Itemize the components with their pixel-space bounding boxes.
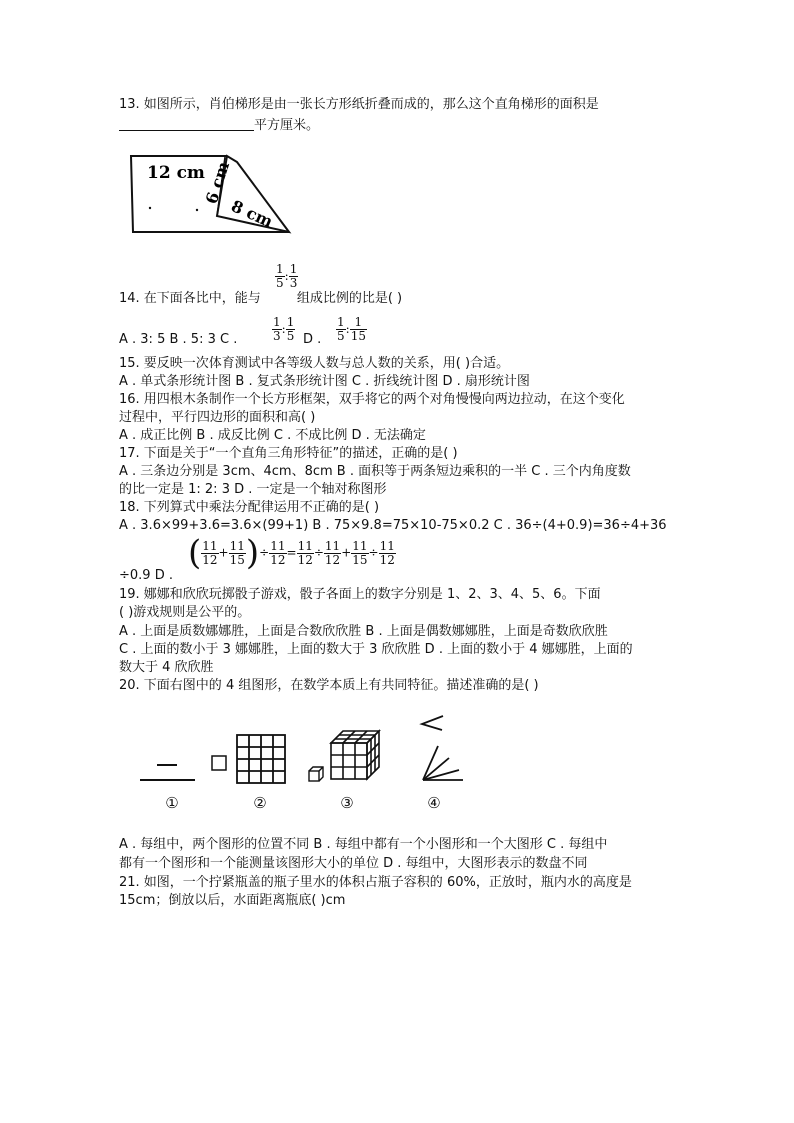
q15-question: 15. 要反映一次体育测试中各等级人数与总人数的关系，用( )合适。	[119, 356, 510, 371]
q17-question: 17. 下面是关于“一个直角三角形特征”的描述，正确的是( )	[119, 446, 458, 461]
q13-line1: 13. 如图所示，肖伯梯形是由一张长方形纸折叠而成的，那么这个直角梯形的面积是	[119, 97, 599, 112]
q18-option-d-formula: ( $\frac{11}{12}$ + $\frac{11}{15}$ )÷ $\frac{11}{12}$ = $\frac{11}{12}$ ÷ $\frac{11}{12}$ + $\frac{11}{15}$ ÷ $\frac{11}{12}$	[188, 533, 395, 573]
fig-label-8cm: 8 cm	[228, 196, 276, 232]
fig-label-2: ②	[253, 794, 267, 812]
q15-options: A . 单式条形统计图 B . 复式条形统计图 C . 折线统计图 D . 扇形统计图	[119, 374, 530, 389]
q14-option-d: $\frac{1}{5}$ : $\frac{1}{15}$	[337, 315, 366, 343]
fig-label-12cm: 12 cm	[147, 163, 205, 183]
q19-line2: ( )游戏规则是公平的。	[119, 605, 251, 620]
q14-options: A . 3: 5 B . 5: 3 C .	[119, 332, 238, 347]
q18-options-2: ÷0.9 D .	[119, 568, 173, 583]
q20-question: 20. 下面右图中的 4 组图形，在数学本质上有共同特征。描述准确的是( )	[119, 678, 539, 693]
q21-line1: 21. 如图，一个拧紧瓶盖的瓶子里水的体积占瓶子容积的 60%，正放时，瓶内水的高度是	[119, 875, 632, 890]
q13-figure	[125, 148, 295, 240]
q14-question: 14. 在下面各比中，能与 组成比例的比是( )	[119, 291, 403, 306]
q14-target-ratio: $\frac{1}{5}$ : $\frac{1}{3}$	[276, 262, 298, 290]
q13-line2	[119, 116, 319, 135]
fig-label-3: ③	[340, 794, 354, 812]
q17-options-2: 的比一定是 1: 2: 3 D . 一定是一个轴对称图形	[119, 482, 387, 497]
q19-line1: 19. 娜娜和欣欣玩掷骰子游戏，骰子各面上的数字分别是 1、2、3、4、5、6。下面	[119, 587, 601, 602]
fig-label-4: ④	[427, 794, 441, 812]
q19-options-1: A . 上面是质数娜娜胜，上面是合数欣欣胜 B . 上面是偶数娜娜胜，上面是奇数欣欣胜	[119, 624, 608, 639]
q18-options-1: A . 3.6×99+3.6=3.6×(99+1) B . 75×9.8=75×10-75×0.2 C . 36÷(4+0.9)=36÷4+36	[119, 518, 667, 533]
q20-options-2: 都有一个图形和一个能测量该图形大小的单位 D . 每组中，大图形表示的数盘不同	[119, 856, 588, 871]
fig-label-1: ①	[165, 794, 179, 812]
q19-options-3: 数大于 4 欣欣胜	[119, 660, 214, 675]
q18-question: 18. 下列算式中乘法分配律运用不正确的是( )	[119, 500, 380, 515]
q14-option-d-label: D .	[303, 332, 322, 347]
q20-options-1: A . 每组中，两个图形的位置不同 B . 每组中都有一个小图形和一个大图形 C . 每组中	[119, 837, 608, 852]
q17-options-1: A . 三条边分别是 3cm、4cm、8cm B . 面积等于两条短边乘积的一半 C . 三个内角度数	[119, 464, 631, 479]
q21-line2: 15cm；倒放以后，水面距离瓶底( )cm	[119, 893, 346, 908]
q19-options-2: C . 上面的数小于 3 娜娜胜，上面的数大于 3 欣欣胜 D . 上面的数小于 4 娜娜胜，上面的	[119, 642, 633, 657]
q14-option-c: $\frac{1}{3}$ : $\frac{1}{5}$	[273, 315, 295, 343]
q13-unit: 平方厘米。	[254, 118, 320, 133]
fig-label-6cm: 6 cm	[201, 159, 234, 207]
q16-line2: 过程中，平行四边形的面积和高( )	[119, 410, 316, 425]
answer-blank[interactable]	[119, 116, 254, 131]
q16-options: A . 成正比例 B . 成反比例 C . 不成比例 D . 无法确定	[119, 428, 426, 443]
q16-line1: 16. 用四根木条制作一个长方形框架，双手将它的两个对角慢慢向两边拉动，在这个变化	[119, 392, 625, 407]
q20-figure	[135, 708, 475, 818]
